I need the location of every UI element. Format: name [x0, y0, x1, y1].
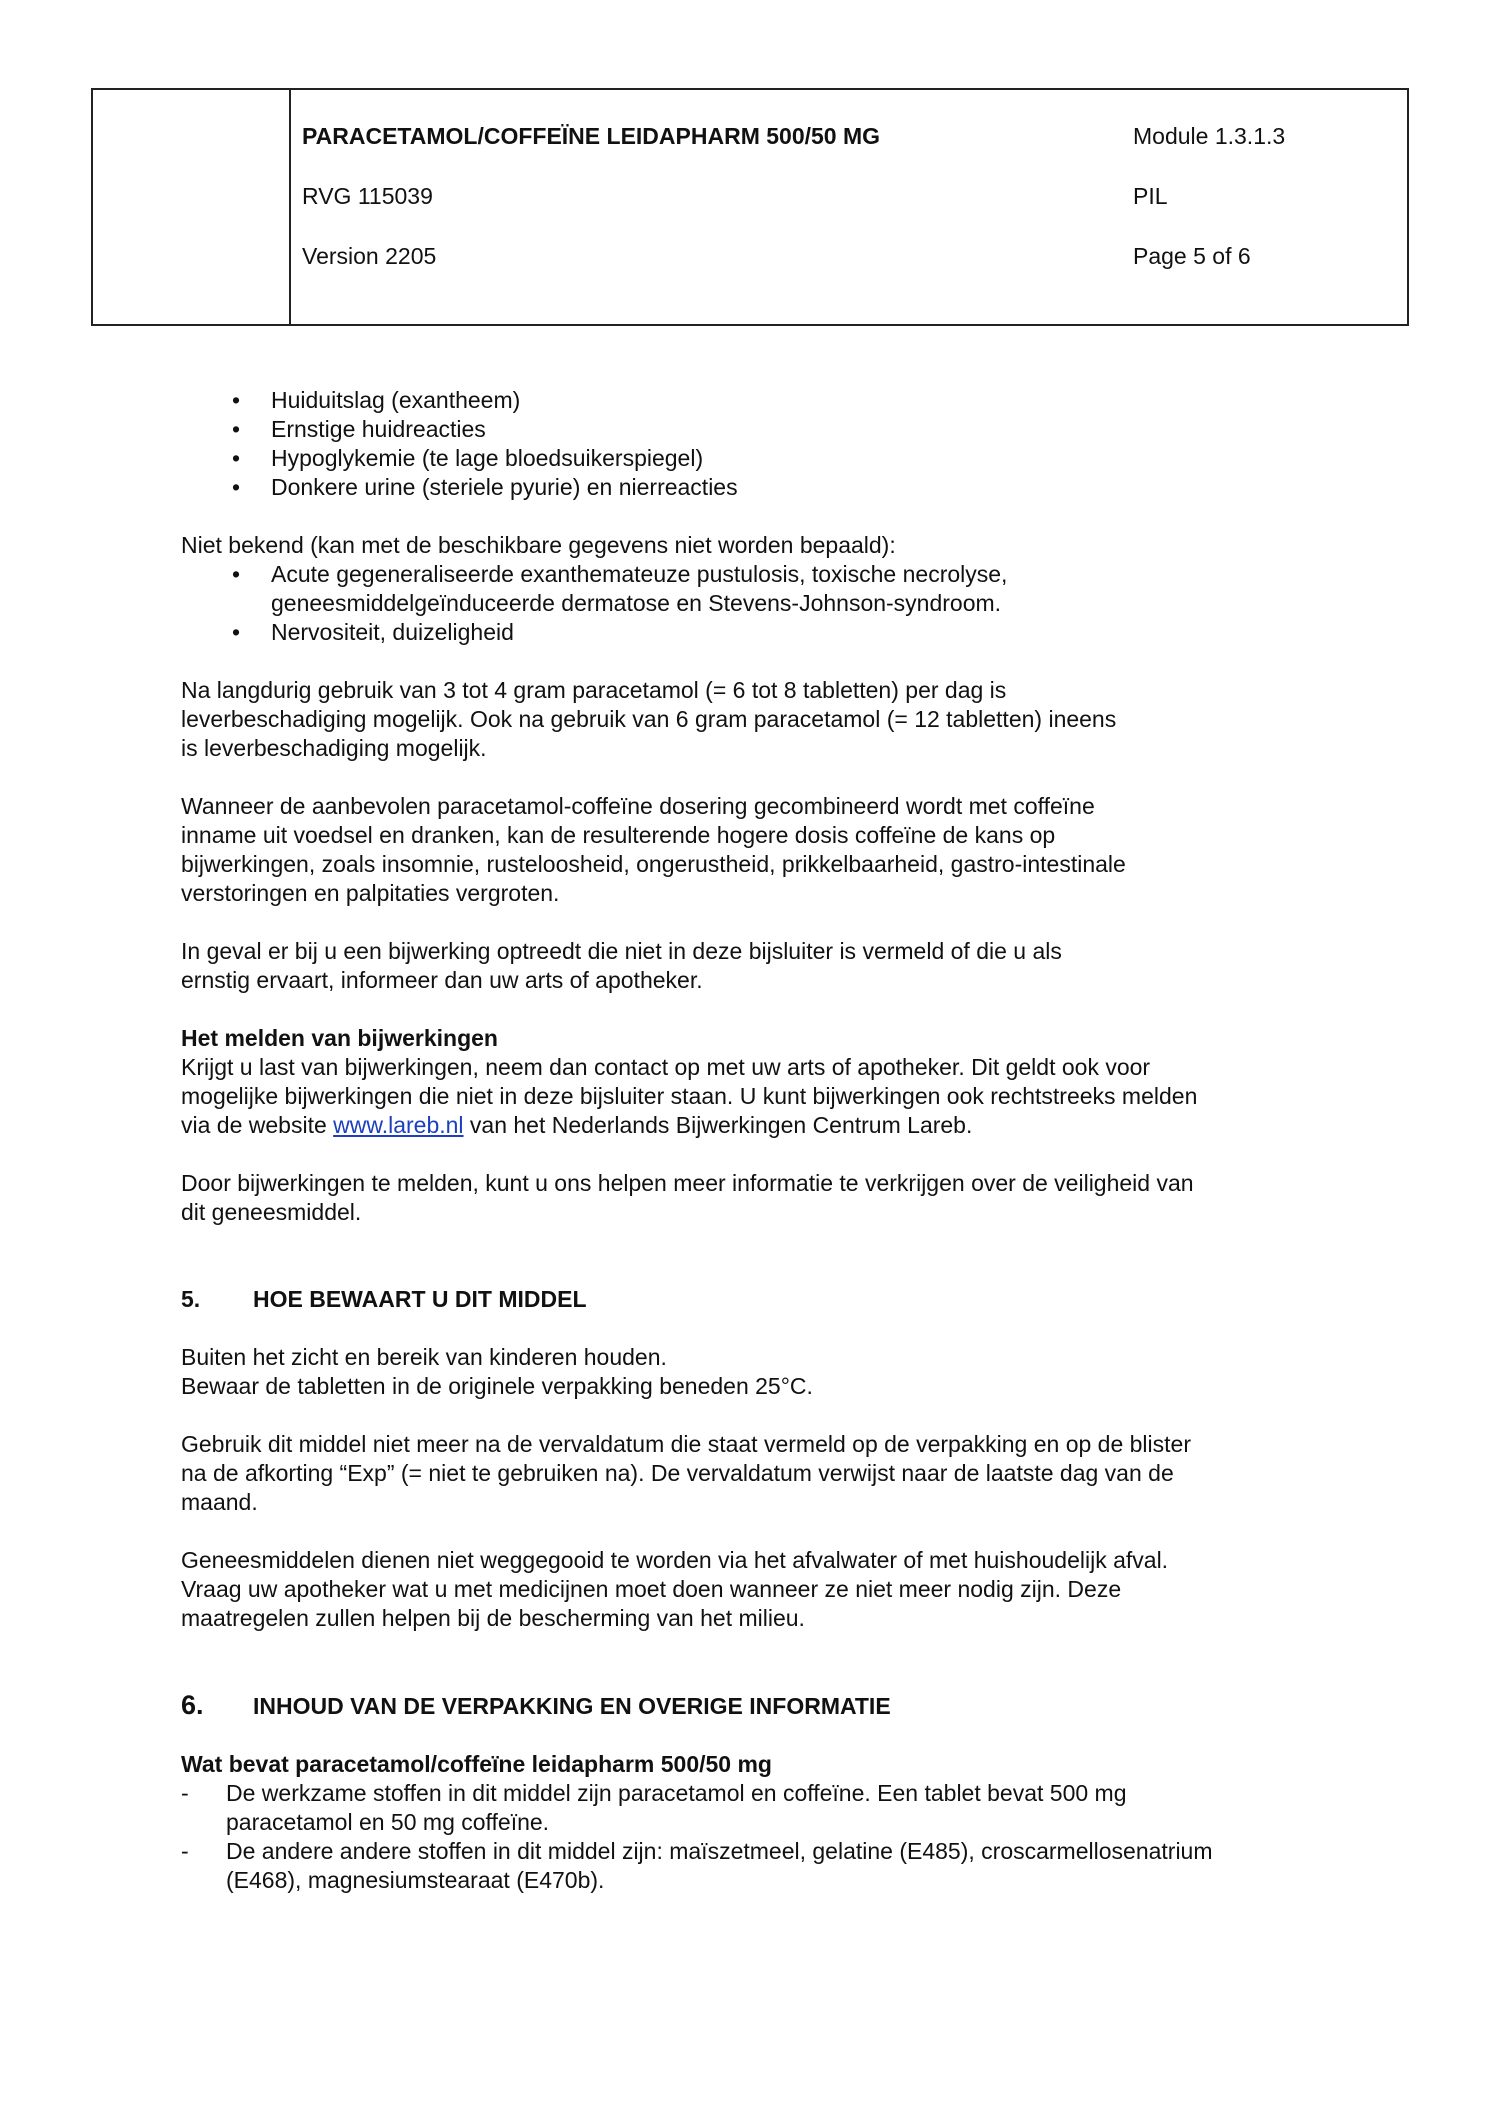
bullet-icon: • — [231, 387, 241, 413]
bullet-icon: • — [231, 561, 241, 587]
ingredients-list — [181, 1779, 1341, 1895]
product-title: PARACETAMOL/COFFEÏNE LEIDAPHARM 500/50 MG — [302, 123, 881, 149]
list-item: • Donkere urine (steriele pyurie) en nierreacties — [181, 473, 1341, 502]
list-item: • Acute gegeneraliseerde exanthemateuze pustulosis, toxische necrolyse, geneesmiddelgeïnduceerde dermatose en Stevens-Johnson-syndroom. — [181, 560, 1341, 618]
bullet-icon: • — [231, 474, 241, 500]
list-item: • Hypoglykemie (te lage bloedsuikerspiegel) — [181, 444, 1341, 473]
niet-bekend-list — [181, 560, 1341, 647]
version-label: Version 2205 — [302, 243, 437, 269]
section-6-heading — [181, 1691, 1341, 1721]
paragraph-paracetamol: Na langdurig gebruik van 3 tot 4 gram paracetamol (= 6 tot 8 tabletten) per dag is leverbeschadiging mogelijk. Ook na gebruik van 6 gram paracetamol (= 12 tabletten) ineens is leverbeschadiging mogelijk. — [181, 677, 1117, 761]
list-item: • Ernstige huidreacties — [181, 415, 1341, 444]
bullet-icon: • — [231, 619, 241, 645]
paragraph-coffeine: Wanneer de aanbevolen paracetamol-coffeïne dosering gecombineerd wordt met coffeïne inname uit voedsel en dranken, kan de resulterende hogere dosis coffeïne de kans op bijwerkingen, zoals insomnie, rusteloosheid, ongerustheid, prikkelbaarheid, gastro-intestinale verstoringen en palpitaties vergroten. — [181, 793, 1126, 906]
document-body — [181, 386, 1341, 1895]
bullet-icon: • — [231, 445, 241, 471]
section-5-title: HOE BEWAART U DIT MIDDEL — [253, 1286, 587, 1312]
doc-type-label: PIL — [1133, 183, 1168, 209]
list-item: - De werkzame stoffen in dit middel zijn paracetamol en coffeïne. Een tablet bevat 500 mg paracetamol en 50 mg coffeïne. — [181, 1780, 1127, 1835]
lareb-link[interactable]: www.lareb.nl — [333, 1112, 464, 1138]
dash-icon: - — [181, 1838, 189, 1864]
section-5-number: 5. — [181, 1286, 201, 1312]
paragraph-melden: Krijgt u last van bijwerkingen, neem dan contact op met uw arts of apotheker. Dit geldt ook voor mogelijke bijwerkingen die niet in deze bijsluiter staan. U kunt bijwerkingen ook rechtstreeks melden via de website www.lareb.nl van het Nederlands Bijwerkingen Centrum Lareb. — [181, 1054, 1198, 1138]
list-item: • Nervositeit, duizeligheid — [181, 618, 1341, 647]
header-divider — [289, 90, 291, 324]
niet-bekend-intro: Niet bekend (kan met de beschikbare gegevens niet worden bepaald): — [181, 532, 896, 558]
page-number: Page 5 of 6 — [1133, 243, 1251, 269]
list-item: • Huiduitslag (exantheem) — [181, 386, 1341, 415]
section-6-subheading: Wat bevat paracetamol/coffeïne leidapharm 500/50 mg — [181, 1751, 772, 1777]
dash-icon: - — [181, 1780, 189, 1806]
bullet-icon: • — [231, 416, 241, 442]
section-5-heading — [181, 1285, 1341, 1314]
section-5-para-a: Buiten het zicht en bereik van kinderen houden. Bewaar de tabletten in de originele verpakking beneden 25°C. — [181, 1344, 813, 1399]
section-5-para-c: Geneesmiddelen dienen niet weggegooid te worden via het afvalwater of met huishoudelijk afval. Vraag uw apotheker wat u met medicijnen moet doen wanneer ze niet meer nodig zijn. Deze maatregelen zullen helpen bij de bescherming van het milieu. — [181, 1547, 1169, 1631]
module-label: Module 1.3.1.3 — [1133, 123, 1286, 149]
section-6-title: INHOUD VAN DE VERPAKKING EN OVERIGE INFORMATIE — [253, 1693, 891, 1719]
melden-heading: Het melden van bijwerkingen — [181, 1025, 498, 1051]
document-header — [91, 88, 1409, 326]
paragraph-door: Door bijwerkingen te melden, kunt u ons helpen meer informatie te verkrijgen over de veiligheid van dit geneesmiddel. — [181, 1170, 1194, 1225]
side-effects-list — [181, 386, 1341, 502]
section-6-number: 6. — [181, 1690, 204, 1720]
rvg-number: RVG 115039 — [302, 183, 433, 209]
list-item: - De andere andere stoffen in dit middel zijn: maïszetmeel, gelatine (E485), croscarmellosenatrium (E468), magnesiumstearaat (E470b). — [181, 1838, 1213, 1893]
section-5-para-b: Gebruik dit middel niet meer na de vervaldatum die staat vermeld op de verpakking en op de blister na de afkorting “Exp” (= niet te gebruiken na). De vervaldatum verwijst naar de laatste dag van de maand. — [181, 1431, 1191, 1515]
paragraph-bijwerking: In geval er bij u een bijwerking optreedt die niet in deze bijsluiter is vermeld of die u als ernstig ervaart, informeer dan uw arts of apotheker. — [181, 938, 1062, 993]
